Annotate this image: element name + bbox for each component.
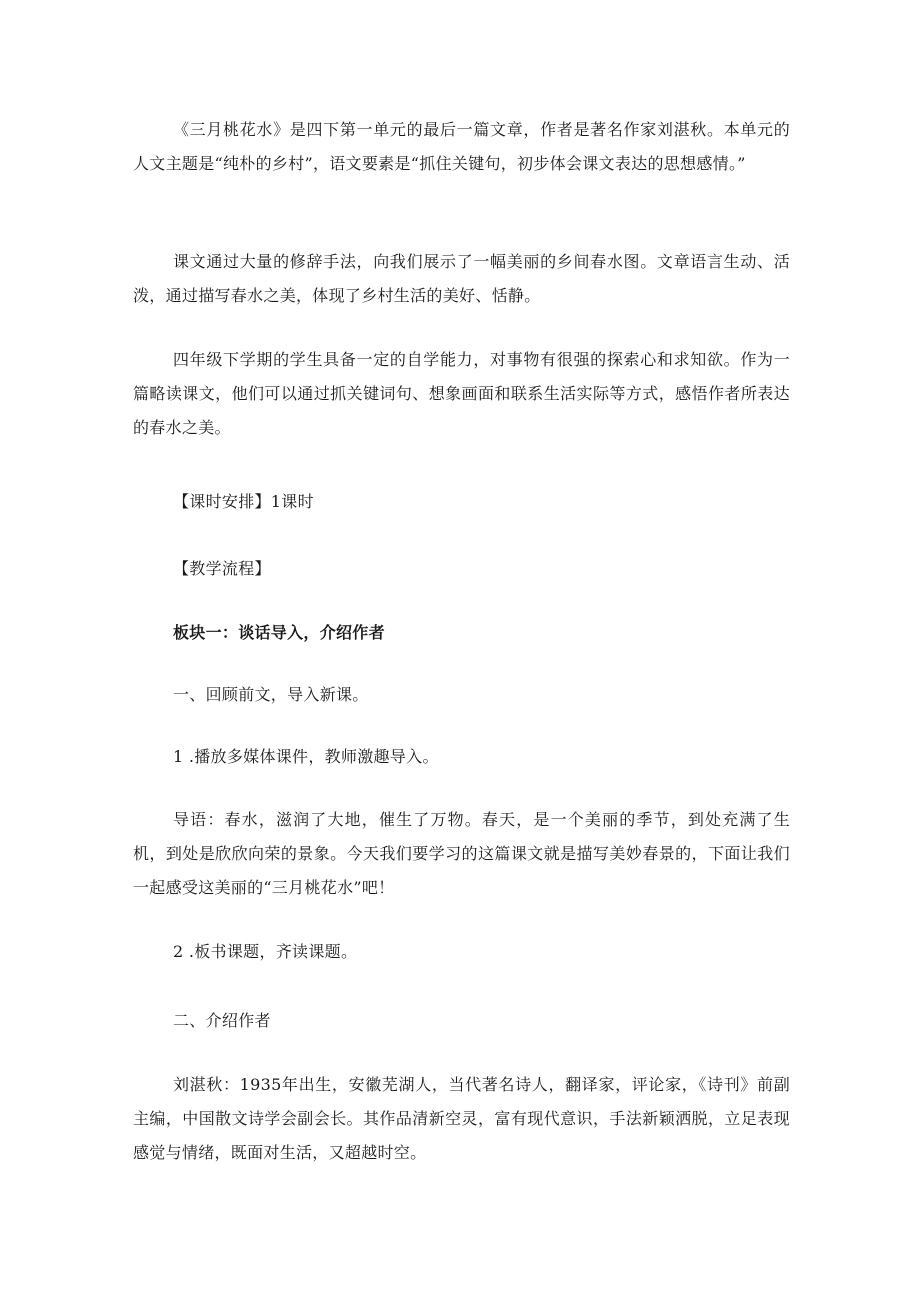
intro-paragraph: 《三月桃花水》是四下第一单元的最后一篇文章，作者是著名作家刘湛秋。本单元的人文主题是“纯朴的乡村”，语文要素是“抓住关键句，初步体会课文表达的思想感情。” [133,120,790,173]
step-two-heading: 二、介绍作者 [173,1011,271,1030]
text-summary-paragraph: 课文通过大量的修辞手法，向我们展示了一幅美丽的乡间春水图。文章语言生动、活泼，通过描写春水之美，体现了乡村生活的美好、恬静。 [133,252,790,305]
section-one-heading: 板块一：谈话导入，介绍作者 [173,623,385,642]
lead-in-paragraph: 导语：春水，滋润了大地，催生了万物。春天，是一个美丽的季节，到处充满了生机，到处是欣欣向荣的景象。今天我们要学习的这篇课文就是描写美妙春景的，下面让我们一起感受这美丽的“三月桃花水”吧！ [133,810,790,897]
author-intro-paragraph: 刘湛秋：1935年出生，安徽芜湖人，当代著名诗人，翻译家，评论家，《诗刊》前副主编，中国散文诗学会副会长。其作品清新空灵，富有现代意识，手法新颖洒脱，立足表现感觉与情绪，既面对生活，又超越时空。 [133,1075,790,1162]
step-one-item-2: 2 .板书课题，齐读课题。 [173,942,358,961]
step-one-item-1: 1 .播放多媒体课件，教师激趣导入。 [173,747,439,766]
step-one-heading: 一、回顾前文，导入新课。 [173,685,369,704]
teaching-process-heading: 【教学流程】 [173,559,271,578]
class-hours-line: 【课时安排】1课时 [173,492,314,511]
student-analysis-paragraph: 四年级下学期的学生具备一定的自学能力，对事物有很强的探索心和求知欲。作为一篇略读课文，他们可以通过抓关键词句、想象画面和联系生活实际等方式，感悟作者所表达的春水之美。 [133,350,790,437]
